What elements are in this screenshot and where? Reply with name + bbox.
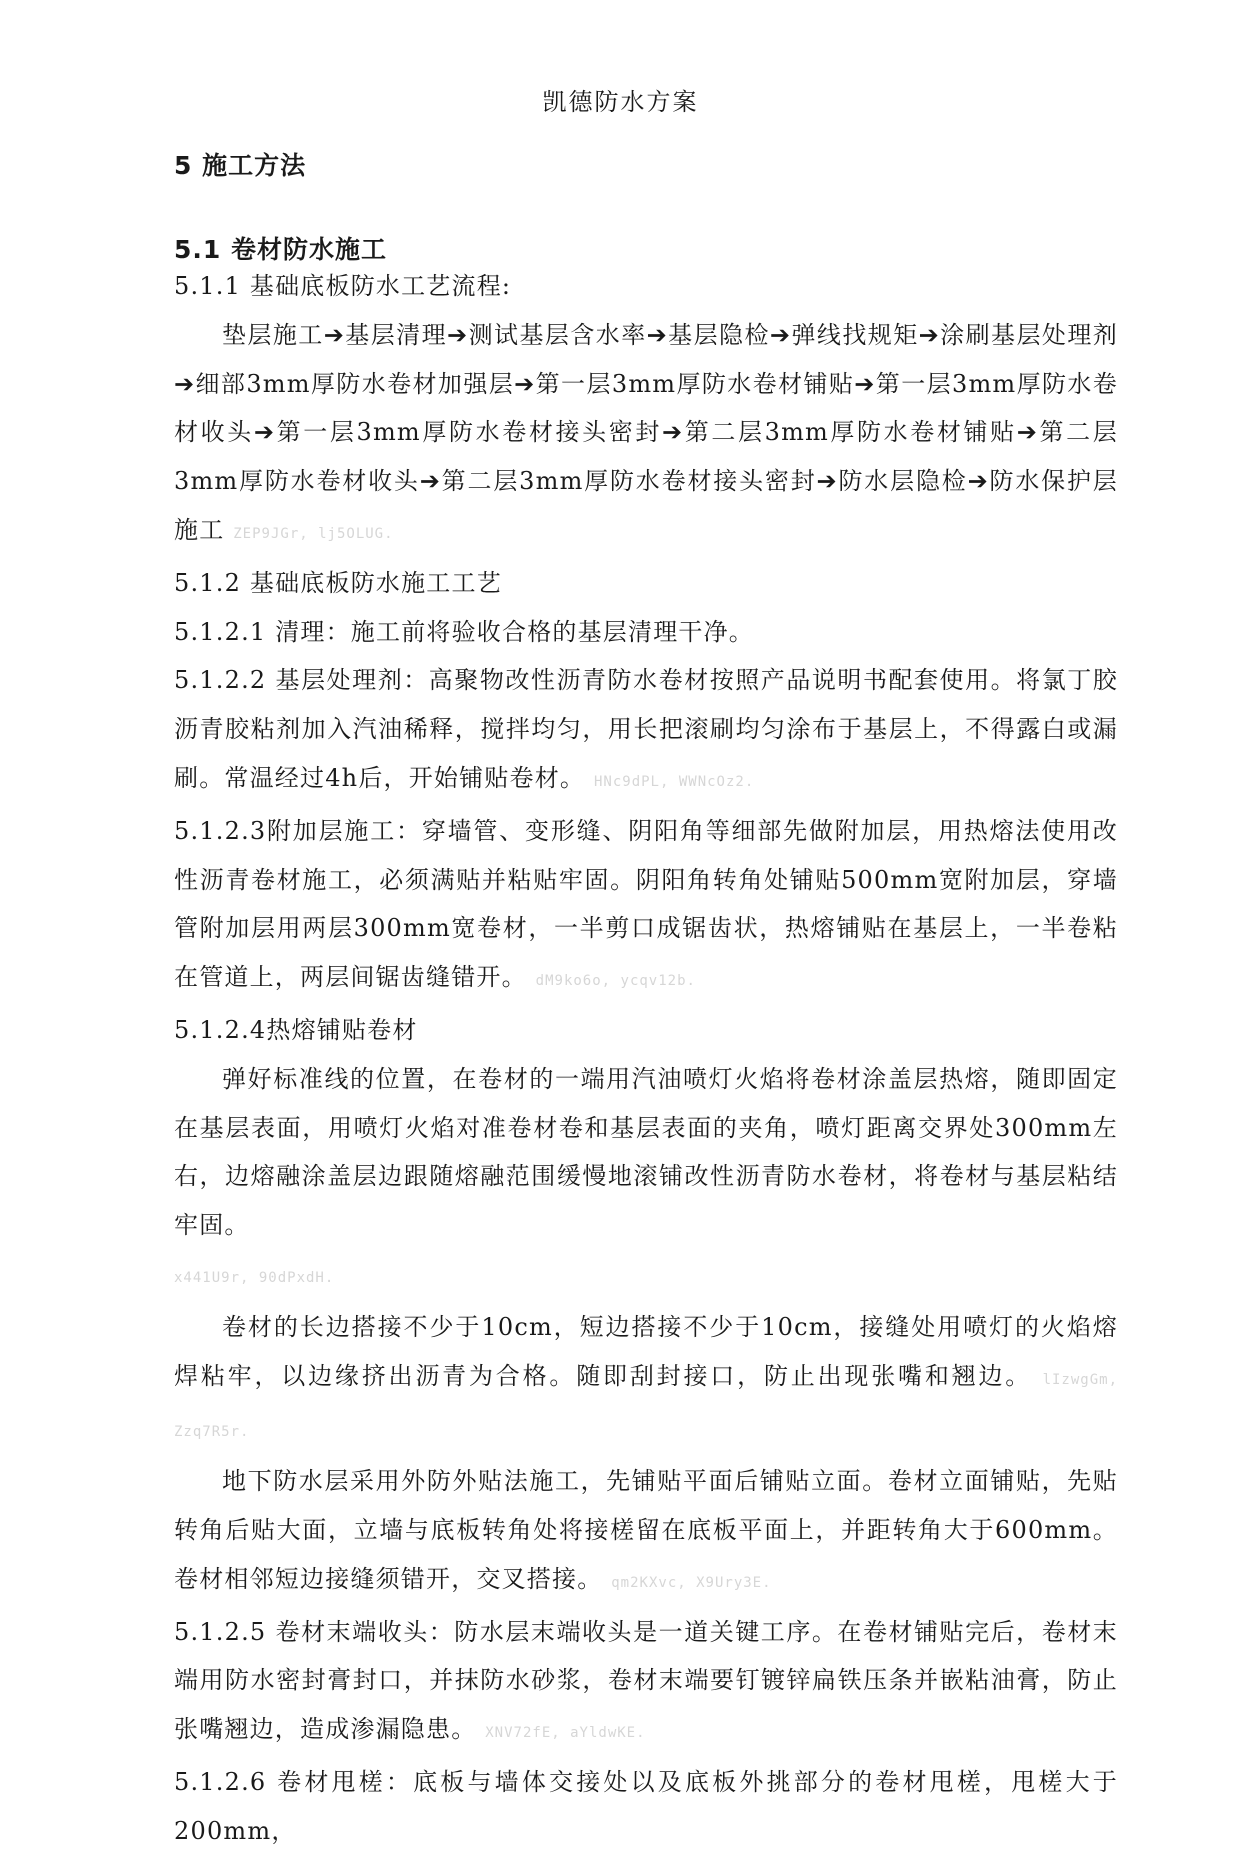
page-header: 凯德防水方案 (542, 88, 699, 116)
watermark-code: qm2KXvc, X9Ury3E. (611, 1574, 772, 1591)
watermark-code: HNc9dPL, WWNcOz2. (593, 773, 755, 790)
paragraph-hot-melt: 弹好标准线的位置，在卷材的一端用汽油喷灯火焰将卷材涂盖层热熔，随即固定在基层表面，用喷灯火焰对准卷材卷和基层表面的夹角，喷灯距离交界处300mm左右，边熔融涂盖层边跟随熔融范围缓慢地滚铺改性沥青防水卷材，将卷材与基层粘结牢固。 (174, 1064, 1118, 1240)
watermark-code: XNV72fE, aYldwKE. (485, 1725, 646, 1742)
subsection-heading: 5.1 卷材防水施工 (174, 235, 387, 264)
watermark-code: lIzwgGm, Zzq7R5r. (174, 1371, 1118, 1441)
paragraph-5-1-2-6: 5.1.2.6 卷材甩槎：底板与墙体交接处以及底板外挑部分的卷材甩槎，甩槎大于200mm， (174, 1767, 1118, 1845)
paragraph-external-method: 地下防水层采用外防外贴法施工，先铺贴平面后铺贴立面。卷材立面铺贴，先贴转角后贴大面，立墙与底板转角处将接槎留在底板平面上，并距转角大于600mm。卷材相邻短边接缝须错开，交叉搭接。 qm2KXvc, X9Ury3E. (174, 1467, 1118, 1593)
paragraph-overlap: 卷材的长边搭接不少于10cm，短边搭接不少于10cm，接缝处用喷灯的火焰熔焊粘牢，以边缘挤出沥青为合格。随即刮封接口，防止出现张嘴和翘边。 lIzwgGm, Zzq7R5r. (174, 1312, 1118, 1441)
watermark-code: dM9ko6o, ycqv12b. (535, 973, 696, 990)
paragraph-5-1-2-5: 5.1.2.5 卷材末端收头：防水层末端收头是一道关键工序。在卷材铺贴完后，卷材末端用防水密封膏封口，并抹防水砂浆，卷材末端要钉镀锌扁铁压条并嵌粘油膏，防止张嘴翘边，造成渗漏隐患。 XNV72fE, aYldwKE. (174, 1617, 1118, 1744)
paragraph-watermark-line (174, 1250, 1118, 1303)
document-body (174, 262, 1118, 1856)
section-heading: 5 施工方法 (174, 151, 307, 180)
paragraph-5-1-2-4: 5.1.2.4热熔铺贴卷材 (174, 1015, 418, 1044)
watermark-code: ZEP9JGr, lj5OLUG. (233, 525, 394, 542)
paragraph-5-1-2: 5.1.2 基础底板防水施工工艺 (174, 568, 502, 597)
paragraph-5-1-1: 5.1.1 基础底板防水工艺流程: (174, 272, 512, 300)
paragraph-process-flow: 垫层施工➔基层清理➔测试基层含水率➔基层隐检➔弹线找规矩➔涂刷基层处理剂➔细部3mm厚防水卷材加强层➔第一层3mm厚防水卷材铺贴➔第一层3mm厚防水卷材收头➔第一层3mm厚防水卷材接头密封➔第二层3mm厚防水卷材铺贴➔第二层3mm厚防水卷材收头➔第二层3mm厚防水卷材接头密封➔防水层隐检➔防水保护层施工 ZEP9JGr, lj5OLUG. (174, 320, 1118, 544)
paragraph-5-1-2-1: 5.1.2.1 清理：施工前将验收合格的基层清理干净。 (174, 617, 754, 646)
paragraph-5-1-2-2: 5.1.2.2 基层处理剂：高聚物改性沥青防水卷材按照产品说明书配套使用。将氯丁胶沥青胶粘剂加入汽油稀释，搅拌均匀，用长把滚刷均匀涂布于基层上，不得露白或漏刷。常温经过4h后，开始铺贴卷材。 HNc9dPL, WWNcOz2. (174, 666, 1118, 792)
paragraph-5-1-2-3: 5.1.2.3附加层施工：穿墙管、变形缝、阴阳角等细部先做附加层，用热熔法使用改性沥青卷材施工，必须满贴并粘贴牢固。阴阳角转角处铺贴500mm宽附加层，穿墙管附加层用两层300mm宽卷材，一半剪口成锯齿状，热熔铺贴在基层上，一半卷粘在管道上，两层间锯齿缝错开。 dM9ko6o, ycqv12b. (174, 816, 1118, 992)
watermark-code: x441U9r, 90dPxdH. (174, 1269, 335, 1286)
